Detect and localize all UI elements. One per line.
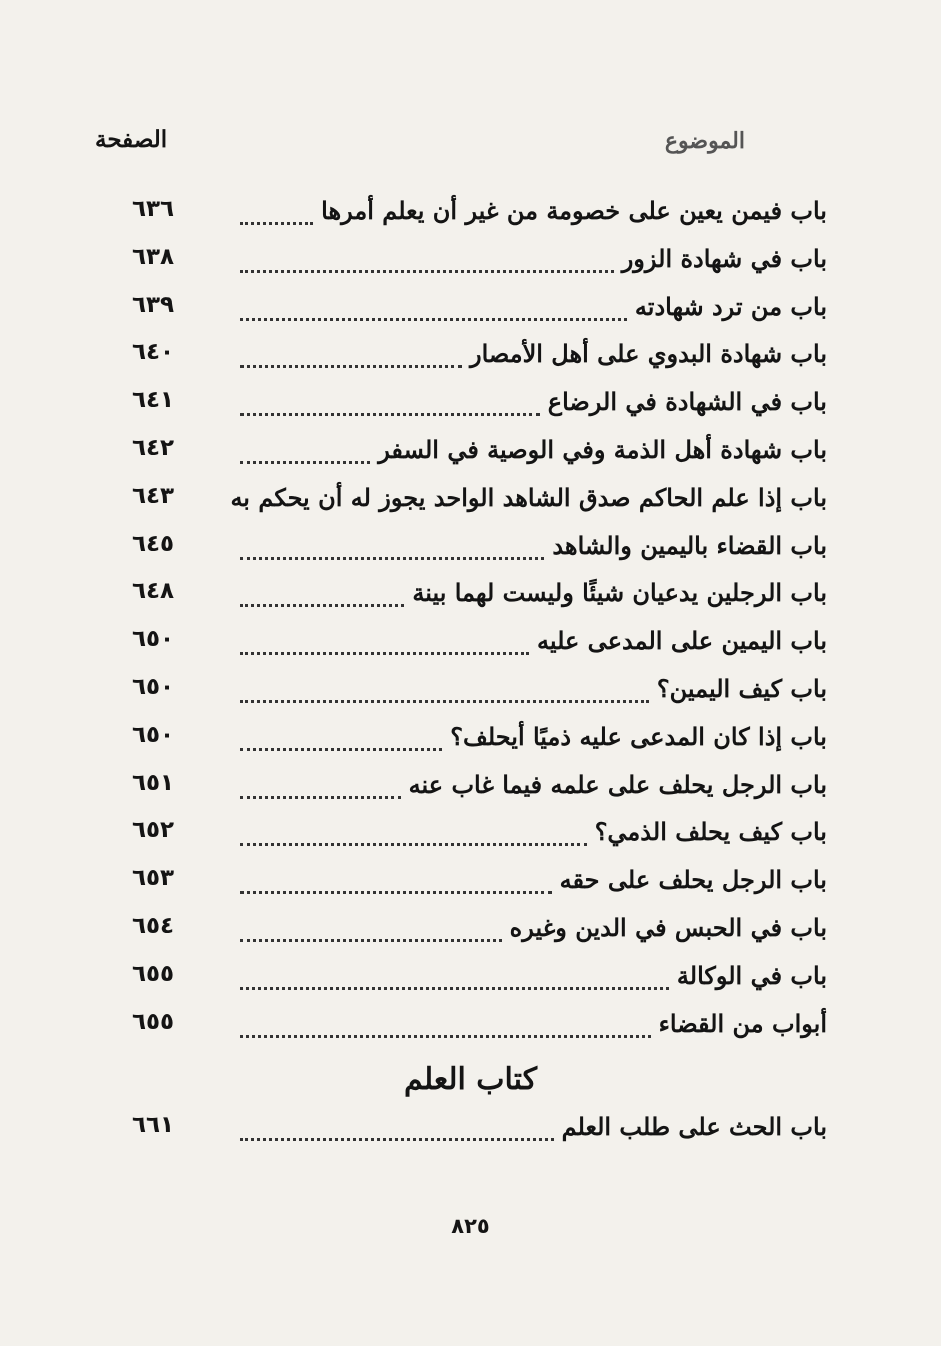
entry-page-number: ٦٥٠ xyxy=(131,674,175,700)
dot-leader xyxy=(240,796,401,799)
entry-page-number: ٦٤٨ xyxy=(131,578,175,605)
entry-title: باب في الوكالة xyxy=(676,960,827,990)
toc-entry xyxy=(0,244,941,290)
dot-leader xyxy=(240,1138,554,1141)
entry-title: باب الرجلين يدعيان شيئًا وليست لهما بينة xyxy=(412,578,827,608)
entry-page-number: ٦٥١ xyxy=(131,769,175,796)
dot-leader xyxy=(240,557,544,560)
dot-leader xyxy=(240,365,462,368)
entry-title: باب اليمين على المدعى عليه xyxy=(536,626,827,656)
entry-title: باب القضاء باليمين والشاهد xyxy=(552,530,827,560)
toc-entry xyxy=(0,674,941,720)
dot-leader xyxy=(240,939,502,942)
entry-page-number: ٦٥٥ xyxy=(131,960,175,987)
entry-page-number: ٦٣٩ xyxy=(131,291,175,318)
entry-title: باب في الشهادة في الرضاع xyxy=(547,387,827,417)
entry-page-number: ٦٣٦ xyxy=(131,196,175,222)
toc-entry xyxy=(0,435,941,481)
entry-page-number: ٦٤٣ xyxy=(131,482,175,509)
dot-leader xyxy=(240,652,529,655)
dot-leader xyxy=(240,843,587,846)
toc-entry xyxy=(0,865,941,911)
entry-title: باب إذا علم الحاكم صدق الشاهد الواحد يجوز له أن يحكم به xyxy=(230,482,827,512)
entry-title: باب في الحبس في الدين وغيره xyxy=(509,913,827,942)
entry-title: باب شهادة البدوي على أهل الأمصار xyxy=(470,339,827,369)
dot-leader xyxy=(240,604,404,607)
dot-leader xyxy=(240,748,442,751)
dot-leader xyxy=(240,1035,651,1038)
entry-page-number: ٦٣٨ xyxy=(131,243,175,270)
toc-entry xyxy=(0,961,941,1007)
entry-page-number: ٦٤٢ xyxy=(131,435,175,461)
topic-column-header: الموضوع xyxy=(664,128,745,154)
page-column-header: الصفحة xyxy=(95,126,168,153)
toc-entry xyxy=(0,578,941,624)
entry-title: باب شهادة أهل الذمة وفي الوصية في السفر xyxy=(378,435,827,464)
entry-page-number: ٦٤١ xyxy=(131,387,175,414)
section-heading: كتاب العلم xyxy=(403,1062,537,1097)
entry-title: باب فيمن يعين على خصومة من غير أن يعلم أمرها xyxy=(321,196,827,225)
dot-leader xyxy=(240,987,669,990)
entry-title: باب من ترد شهادته xyxy=(634,291,827,321)
toc-entry xyxy=(0,770,941,816)
toc-entry xyxy=(0,196,941,242)
page-number: ٨٢٥ xyxy=(451,1214,490,1238)
toc-entry xyxy=(0,339,941,385)
dot-leader xyxy=(240,270,614,273)
entry-page-number: ٦٦١ xyxy=(131,1112,175,1138)
entry-page-number: ٦٥٠ xyxy=(131,721,175,748)
toc-entry xyxy=(0,1112,941,1158)
entry-title: باب إذا كان المدعى عليه ذميًا أيحلف؟ xyxy=(450,721,827,751)
toc-entry xyxy=(0,531,941,577)
entry-title: باب الحث على طلب العلم xyxy=(561,1112,827,1141)
toc-entry xyxy=(0,292,941,338)
toc-entry xyxy=(0,817,941,863)
entry-page-number: ٦٥٥ xyxy=(131,1008,175,1035)
toc-entry xyxy=(0,626,941,672)
entry-title: أبواب من القضاء xyxy=(658,1008,827,1038)
toc-entry xyxy=(0,1009,941,1055)
dot-leader xyxy=(240,413,540,416)
dot-leader xyxy=(240,891,552,894)
toc-header xyxy=(95,122,745,162)
entry-title: باب في شهادة الزور xyxy=(621,243,827,273)
entry-page-number: ٦٥٤ xyxy=(131,913,175,939)
toc-entry xyxy=(0,913,941,959)
entry-page-number: ٦٥٣ xyxy=(131,865,175,892)
entry-page-number: ٦٥٠ xyxy=(131,626,175,653)
entry-title: باب الرجل يحلف على حقه xyxy=(559,865,827,895)
entry-page-number: ٦٤٥ xyxy=(131,530,175,557)
entry-title: باب كيف اليمين؟ xyxy=(656,674,827,703)
entry-title: باب الرجل يحلف على علمه فيما غاب عنه xyxy=(408,769,827,799)
entry-title: باب كيف يحلف الذمي؟ xyxy=(594,817,827,847)
dot-leader xyxy=(240,461,370,464)
dot-leader xyxy=(240,700,649,703)
entry-page-number: ٦٥٢ xyxy=(131,817,175,844)
toc-entry xyxy=(0,387,941,433)
toc-entry xyxy=(0,483,941,529)
dot-leader xyxy=(240,318,627,321)
dot-leader xyxy=(240,222,313,225)
entry-page-number: ٦٤٠ xyxy=(131,339,175,366)
toc-entry xyxy=(0,722,941,768)
